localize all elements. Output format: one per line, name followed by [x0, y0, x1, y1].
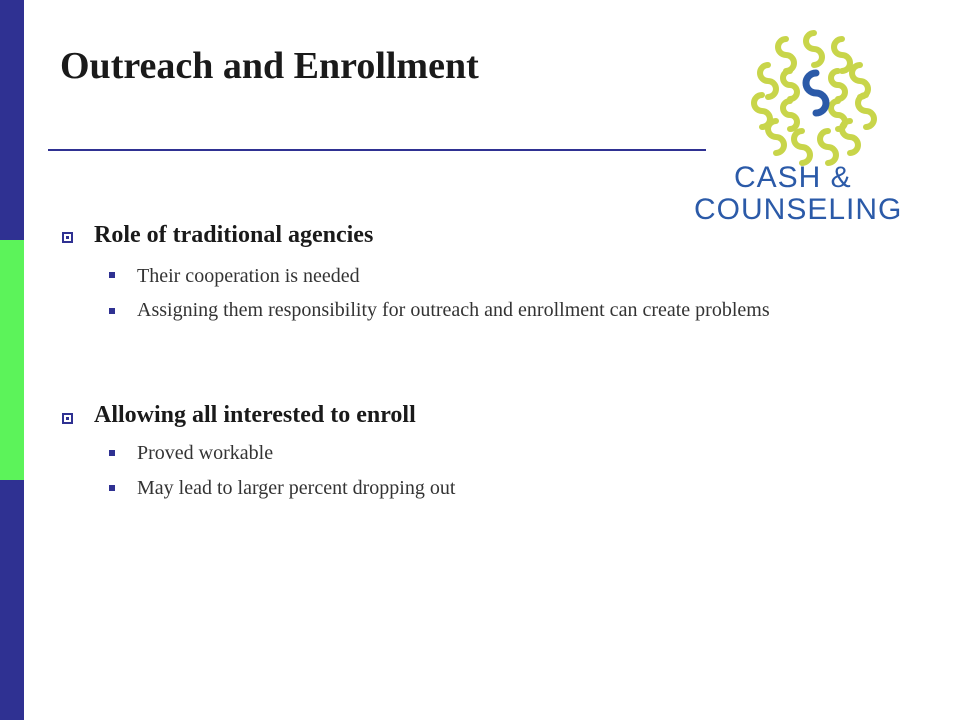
- logo-swirl: [778, 39, 794, 71]
- cash-and-counseling-logo: [690, 25, 930, 225]
- logo-swirl: [834, 39, 850, 71]
- bullet-heading: Role of traditional agencies: [94, 222, 374, 248]
- square-bullet-icon: [62, 413, 73, 424]
- logo-swirl: [794, 131, 810, 163]
- logo-swirl: [820, 131, 836, 163]
- logo-swirl: [831, 101, 845, 129]
- slide-title: Outreach and Enrollment: [60, 45, 479, 87]
- small-square-bullet-icon: [109, 308, 115, 314]
- bullet-subitem: Assigning them responsibility for outreach and enrollment can create problems: [137, 299, 770, 321]
- title-divider: [48, 149, 706, 151]
- logo-swirl: [783, 71, 797, 99]
- small-square-bullet-icon: [109, 272, 115, 278]
- small-square-bullet-icon: [109, 485, 115, 491]
- bullet-subitem: Proved workable: [137, 442, 274, 464]
- logo-swirl: [806, 33, 822, 65]
- logo-text-line1: CASH &: [734, 161, 852, 194]
- logo-swirl: [858, 95, 874, 127]
- logo-swirl: [783, 101, 797, 129]
- bullet-subitem: May lead to larger percent dropping out: [137, 477, 456, 499]
- logo-swirl: [831, 71, 845, 99]
- logo-center-swirl: [806, 73, 826, 113]
- bullet-heading: Allowing all interested to enroll: [94, 402, 416, 428]
- square-bullet-icon: [62, 232, 73, 243]
- logo-swirl: [768, 121, 784, 153]
- side-accent-bar-highlight: [0, 240, 24, 480]
- small-square-bullet-icon: [109, 450, 115, 456]
- logo-text-line2: COUNSELING: [694, 193, 903, 225]
- bullet-subitem: Their cooperation is needed: [137, 265, 360, 287]
